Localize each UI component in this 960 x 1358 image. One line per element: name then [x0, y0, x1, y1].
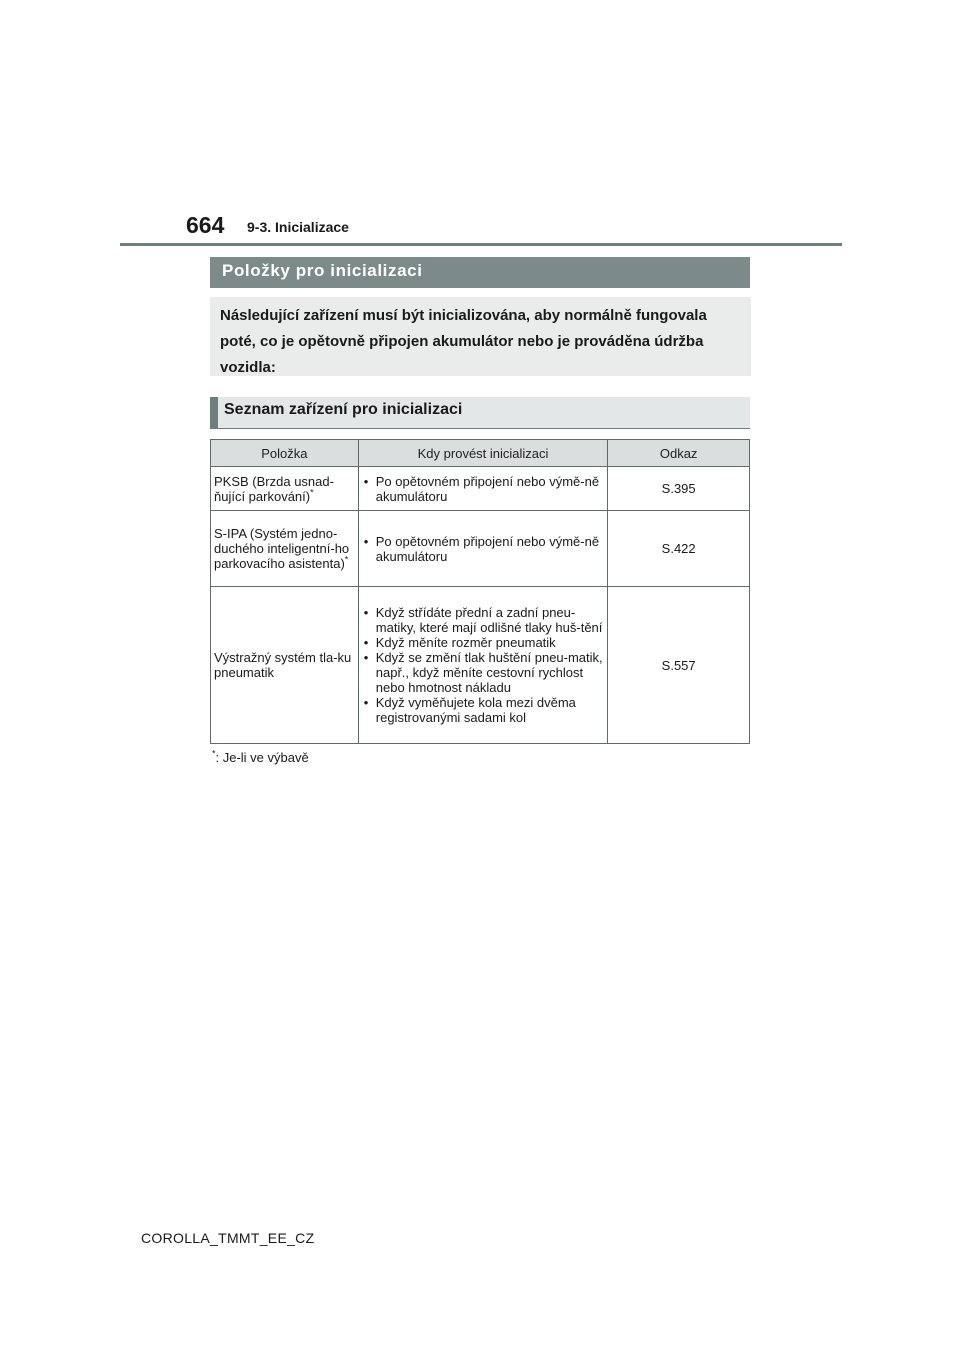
footnote-mark: * — [310, 487, 314, 498]
document-code: COROLLA_TMMT_EE_CZ — [141, 1230, 315, 1246]
when-cell — [358, 467, 608, 511]
footnote — [212, 750, 309, 765]
list-item: • Když střídáte přední a zadní pneu-matiky, které mají odlišné tlaky huš-tění — [362, 605, 605, 635]
footnote-text: : Je-li ve výbavě — [215, 750, 309, 765]
header-divider — [120, 243, 842, 246]
item-name: PKSB (Brzda usnad-ňující parkování) — [214, 473, 334, 504]
subheading: Seznam zařízení pro inicializaci — [210, 397, 750, 429]
item-name: S-IPA (Systém jedno-duchého inteligentní-ho parkovacího asistenta) — [214, 526, 350, 571]
ref-cell: S.395 — [608, 467, 750, 511]
ref-cell: S.557 — [608, 587, 750, 744]
item-cell — [211, 587, 359, 744]
list-item: • Když vyměňujete kola mezi dvěma registrovanými sadami kol — [362, 695, 605, 725]
table-row — [211, 587, 750, 744]
when-cell — [358, 511, 608, 587]
footnote-mark: * — [344, 554, 349, 565]
column-header-item: Položka — [211, 440, 359, 467]
page-number: 664 — [186, 212, 225, 238]
item-cell — [211, 467, 359, 511]
initialization-table — [210, 439, 750, 744]
item-cell — [211, 511, 359, 587]
section-banner: Položky pro inicializaci — [210, 257, 750, 288]
when-cell — [358, 587, 608, 744]
intro-box: Následující zařízení musí být inicializována, aby normálně fungovala poté, co je opětovně připojen akumulátor nebo je prováděna údržba vozidla: — [210, 297, 751, 376]
table-row — [211, 511, 750, 587]
table-row — [211, 467, 750, 511]
column-header-when: Kdy provést inicializaci — [358, 440, 608, 467]
table-header-row — [211, 440, 750, 467]
item-name: Výstražný systém tla-ku pneumatik — [214, 650, 352, 680]
list-item: • Po opětovném připojení nebo výmě-ně akumulátoru — [362, 534, 605, 564]
ref-cell: S.422 — [608, 511, 750, 587]
column-header-ref: Odkaz — [608, 440, 750, 467]
list-item: • Když měníte rozměr pneumatik — [362, 635, 605, 650]
list-item: • Když se změní tlak huštění pneu-matik, např., když měníte cestovní rychlost nebo hmotnost nákladu — [362, 650, 605, 695]
section-title: 9-3. Inicializace — [247, 219, 349, 235]
list-item: • Po opětovném připojení nebo výmě-ně akumulátoru — [362, 474, 605, 504]
footnote-mark: * — [212, 748, 216, 759]
